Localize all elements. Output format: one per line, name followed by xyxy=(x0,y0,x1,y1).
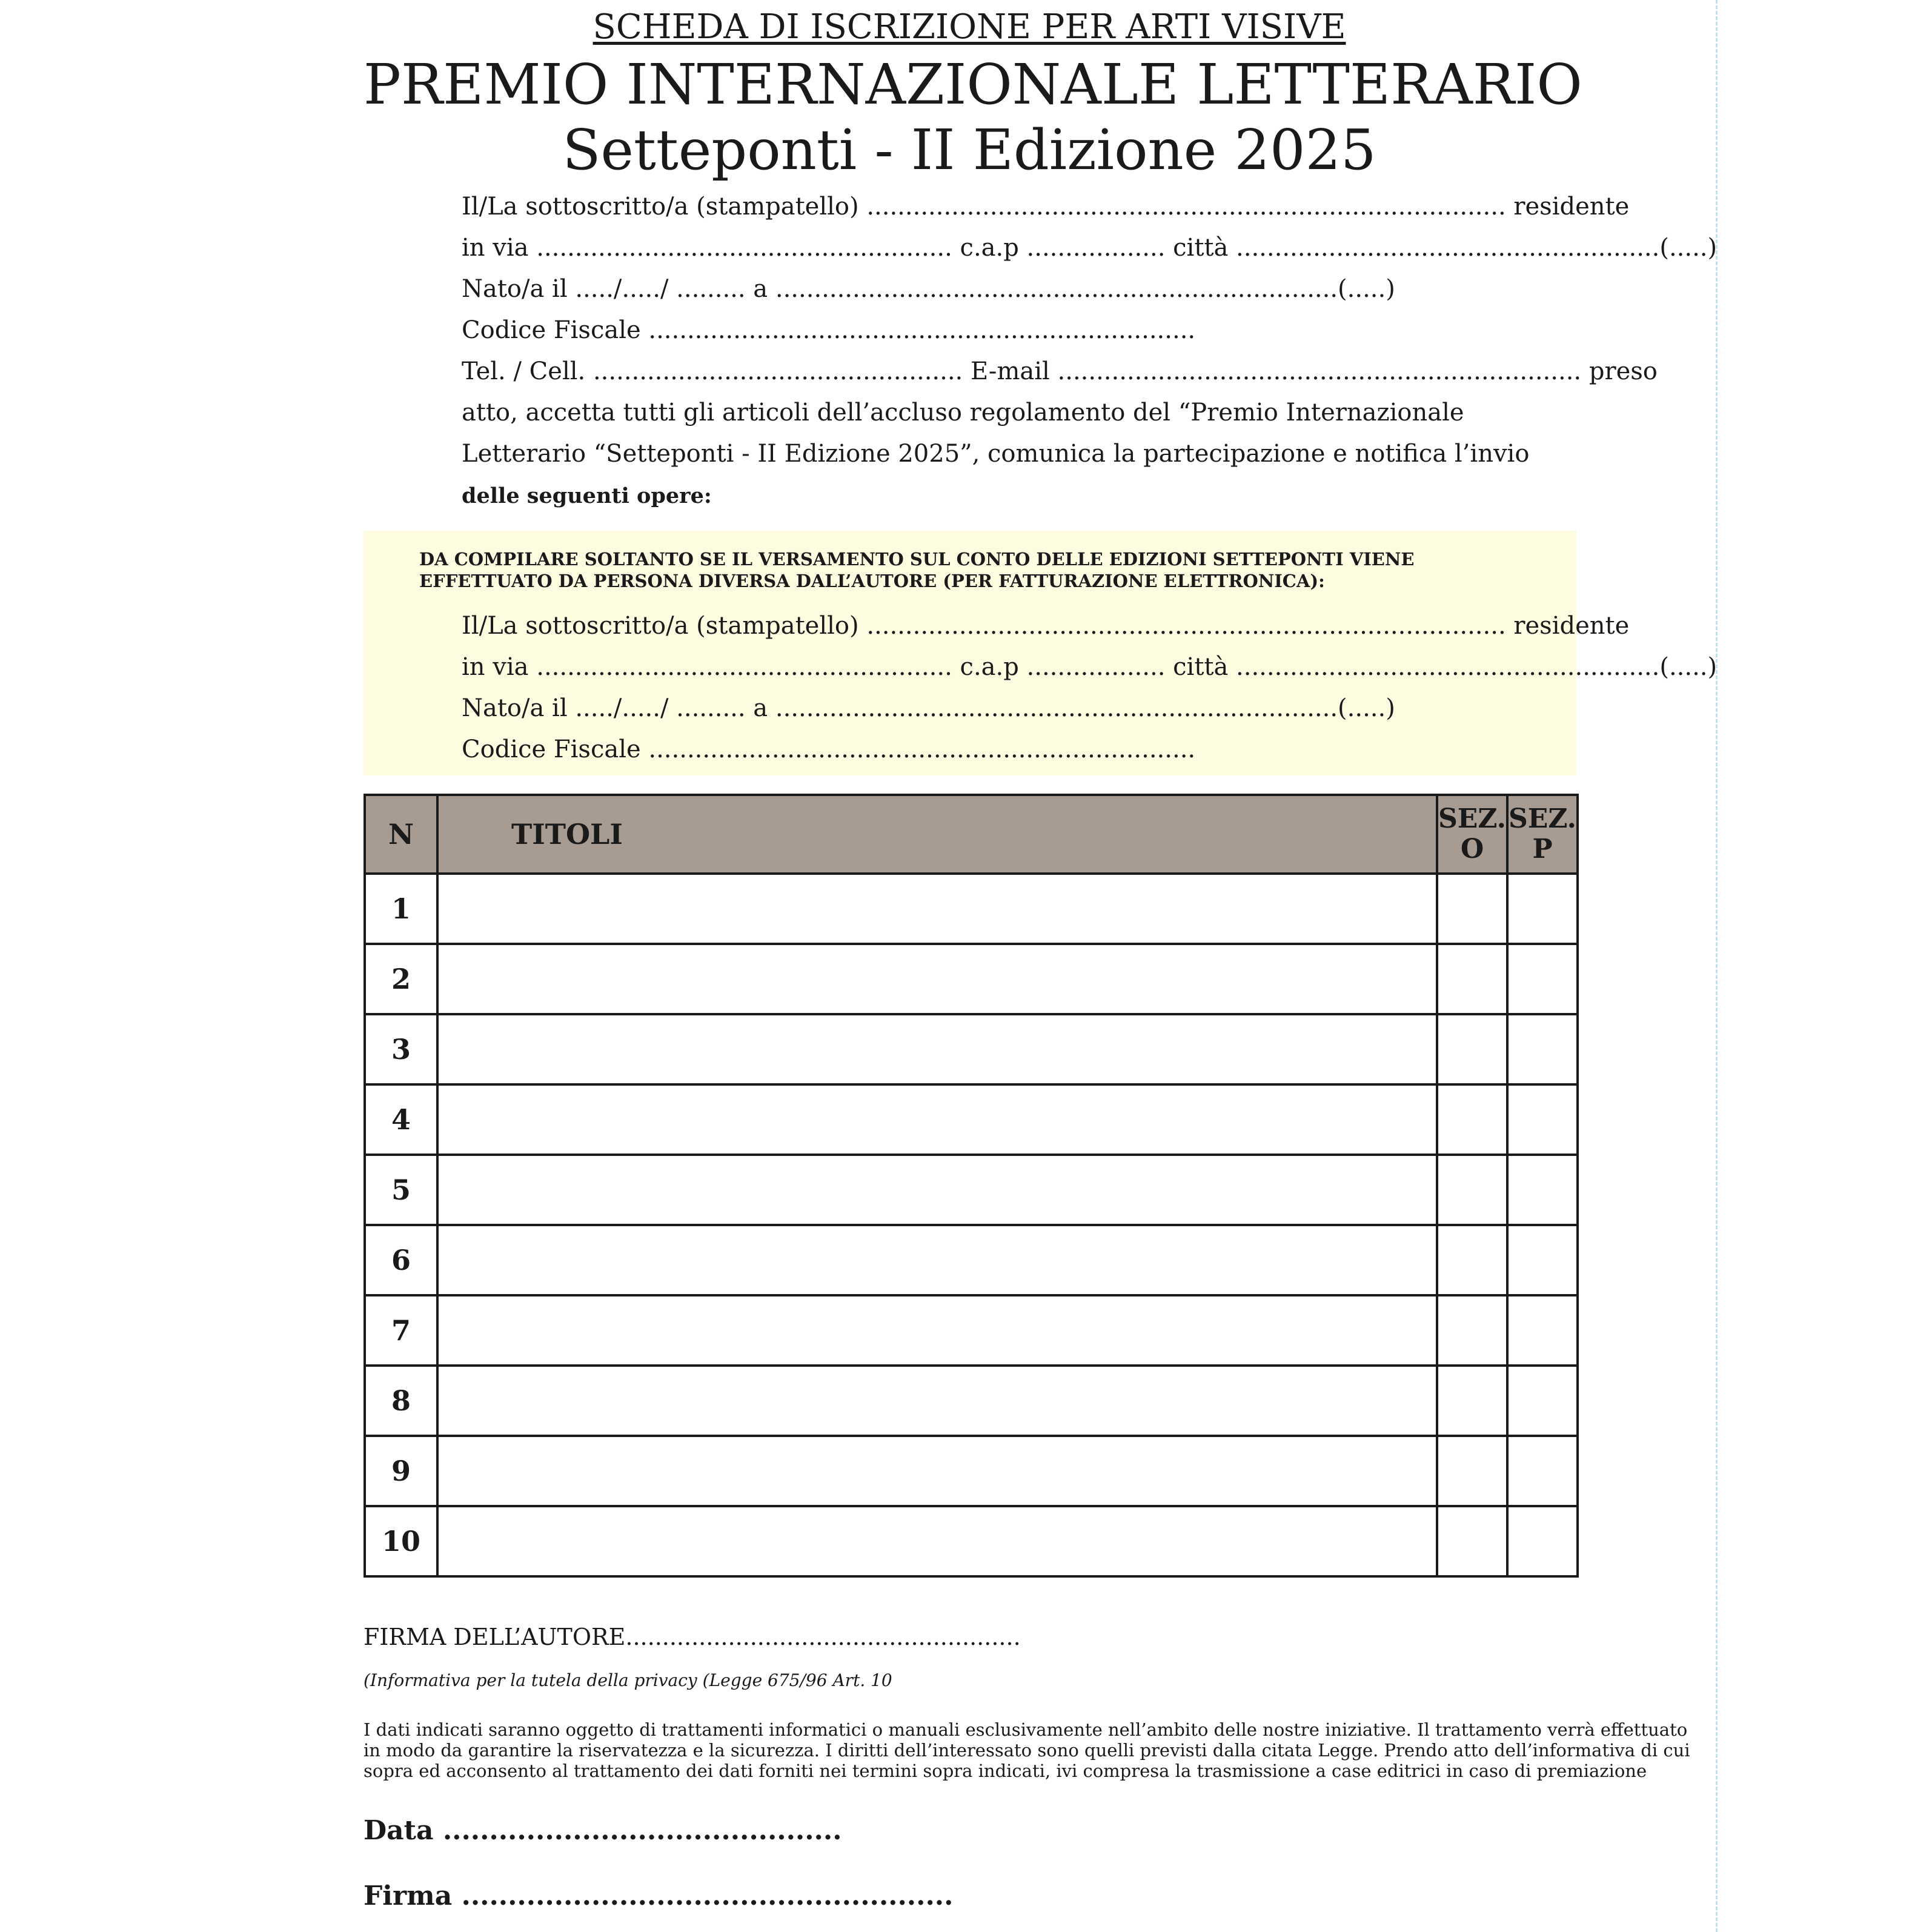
table-row xyxy=(365,1225,1578,1295)
row-number: 10 xyxy=(365,1506,437,1576)
author-fiscal-code-field[interactable]: Codice Fiscale ....................................................................... xyxy=(462,316,1196,344)
fold-guide-line xyxy=(1716,0,1718,1932)
table-header-row xyxy=(365,795,1578,874)
row-number: 9 xyxy=(365,1436,437,1506)
column-header-number: N xyxy=(365,795,437,874)
column-header-section-p xyxy=(1507,795,1578,874)
section-o-cell[interactable] xyxy=(1437,1155,1507,1225)
header-label: SEZ. xyxy=(1438,803,1506,834)
section-p-cell[interactable] xyxy=(1507,1155,1578,1225)
section-p-cell[interactable] xyxy=(1507,1366,1578,1436)
privacy-notice-title: (Informativa per la tutela della privacy (Legge 675/96 Art. 10 xyxy=(363,1670,892,1690)
title-cell[interactable] xyxy=(437,1155,1437,1225)
header-label: SEZ. xyxy=(1509,803,1576,834)
declaration-text: delle seguenti opere: xyxy=(462,483,712,508)
row-number: 5 xyxy=(365,1155,437,1225)
section-p-cell[interactable] xyxy=(1507,1436,1578,1506)
row-number: 2 xyxy=(365,944,437,1014)
section-p-cell[interactable] xyxy=(1507,1295,1578,1366)
row-number: 7 xyxy=(365,1295,437,1366)
table-row xyxy=(365,1155,1578,1225)
section-o-cell[interactable] xyxy=(1437,1084,1507,1155)
section-o-cell[interactable] xyxy=(1437,944,1507,1014)
payer-name-field[interactable]: Il/La sottoscritto/a (stampatello) ................................................................................... residente xyxy=(462,612,1630,640)
section-o-cell[interactable] xyxy=(1437,1366,1507,1436)
row-number: 3 xyxy=(365,1014,437,1084)
header-label: O xyxy=(1460,834,1484,865)
title-cell[interactable] xyxy=(437,944,1437,1014)
author-signature-field[interactable]: FIRMA DELL’AUTORE...................................................... xyxy=(363,1624,1021,1650)
section-p-cell[interactable] xyxy=(1507,1506,1578,1576)
page-title: PREMIO INTERNAZIONALE LETTERARIO xyxy=(363,52,1582,117)
title-cell[interactable] xyxy=(437,1436,1437,1506)
payer-birth-field[interactable]: Nato/a il ...../...../ ......... a .........................................................................(.....) xyxy=(462,694,1395,722)
title-cell[interactable] xyxy=(437,1225,1437,1295)
section-o-cell[interactable] xyxy=(1437,1436,1507,1506)
table-row xyxy=(365,1506,1578,1576)
section-p-cell[interactable] xyxy=(1507,1014,1578,1084)
privacy-notice-text: in modo da garantire la riservatezza e la sicurezza. I diritti dell’interessato sono quelli previsti dalla citata Legge. Prendo atto dell’informativa di cui xyxy=(363,1740,1690,1761)
title-cell[interactable] xyxy=(437,1295,1437,1366)
column-header-titles: TITOLI xyxy=(437,795,1437,874)
table-row xyxy=(365,1366,1578,1436)
payer-address-field[interactable]: in via ...................................................... c.a.p .................. città .......................................................(.....) xyxy=(462,653,1718,681)
table-row xyxy=(365,1084,1578,1155)
table-row xyxy=(365,1436,1578,1506)
payer-fiscal-code-field[interactable]: Codice Fiscale ....................................................................... xyxy=(462,735,1196,763)
column-header-section-o xyxy=(1437,795,1507,874)
author-address-field[interactable]: in via ...................................................... c.a.p .................. città .......................................................(.....) xyxy=(462,234,1718,262)
section-p-cell[interactable] xyxy=(1507,1225,1578,1295)
title-cell[interactable] xyxy=(437,874,1437,944)
declaration-text: Letterario “Setteponti - II Edizione 2025”, comunica la partecipazione e notifica l’invio xyxy=(462,440,1530,468)
section-o-cell[interactable] xyxy=(1437,1225,1507,1295)
row-number: 4 xyxy=(365,1084,437,1155)
row-number: 8 xyxy=(365,1366,437,1436)
section-p-cell[interactable] xyxy=(1507,1084,1578,1155)
title-cell[interactable] xyxy=(437,1366,1437,1436)
header-label: P xyxy=(1532,834,1553,865)
author-birth-field[interactable]: Nato/a il ...../...../ ......... a .........................................................................(.....) xyxy=(462,275,1395,303)
title-cell[interactable] xyxy=(437,1084,1437,1155)
section-o-cell[interactable] xyxy=(1437,874,1507,944)
declaration-text: atto, accetta tutti gli articoli dell’accluso regolamento del “Premio Internazionale xyxy=(462,399,1464,427)
row-number: 6 xyxy=(365,1225,437,1295)
table-row xyxy=(365,944,1578,1014)
row-number: 1 xyxy=(365,874,437,944)
section-o-cell[interactable] xyxy=(1437,1295,1507,1366)
title-cell[interactable] xyxy=(437,1014,1437,1084)
table-row xyxy=(365,1295,1578,1366)
section-o-cell[interactable] xyxy=(1437,1506,1507,1576)
section-p-cell[interactable] xyxy=(1507,944,1578,1014)
table-row xyxy=(365,1014,1578,1084)
date-field[interactable]: Data ........................................... xyxy=(363,1815,842,1846)
privacy-notice-text: sopra ed acconsento al trattamento dei dati forniti nei termini sopra indicati, ivi compresa la trasmissione a case editrici in caso di premiazione xyxy=(363,1761,1647,1781)
signature-field[interactable]: Firma ..................................................... xyxy=(363,1881,954,1911)
author-contact-field[interactable]: Tel. / Cell. ................................................ E-mail .................................................................... preso xyxy=(462,357,1658,385)
edition-title: Setteponti - II Edizione 2025 xyxy=(562,118,1376,182)
section-p-cell[interactable] xyxy=(1507,874,1578,944)
payer-notice: EFFETTUATO DA PERSONA DIVERSA DALL’AUTORE (PER FATTURAZIONE ELETTRONICA): xyxy=(419,571,1325,591)
privacy-notice-text: I dati indicati saranno oggetto di trattamenti informatici o manuali esclusivamente nell’ambito delle nostre iniziative. Il trattamento verrà effettuato xyxy=(363,1719,1688,1740)
table-row xyxy=(365,874,1578,944)
author-name-field[interactable]: Il/La sottoscritto/a (stampatello) ................................................................................... residente xyxy=(462,193,1630,221)
payer-notice: DA COMPILARE SOLTANTO SE IL VERSAMENTO SUL CONTO DELLE EDIZIONI SETTEPONTI VIENE xyxy=(419,549,1415,569)
title-cell[interactable] xyxy=(437,1506,1437,1576)
works-table xyxy=(363,794,1579,1578)
form-subtitle: SCHEDA DI ISCRIZIONE PER ARTI VISIVE xyxy=(593,7,1346,47)
section-o-cell[interactable] xyxy=(1437,1014,1507,1084)
